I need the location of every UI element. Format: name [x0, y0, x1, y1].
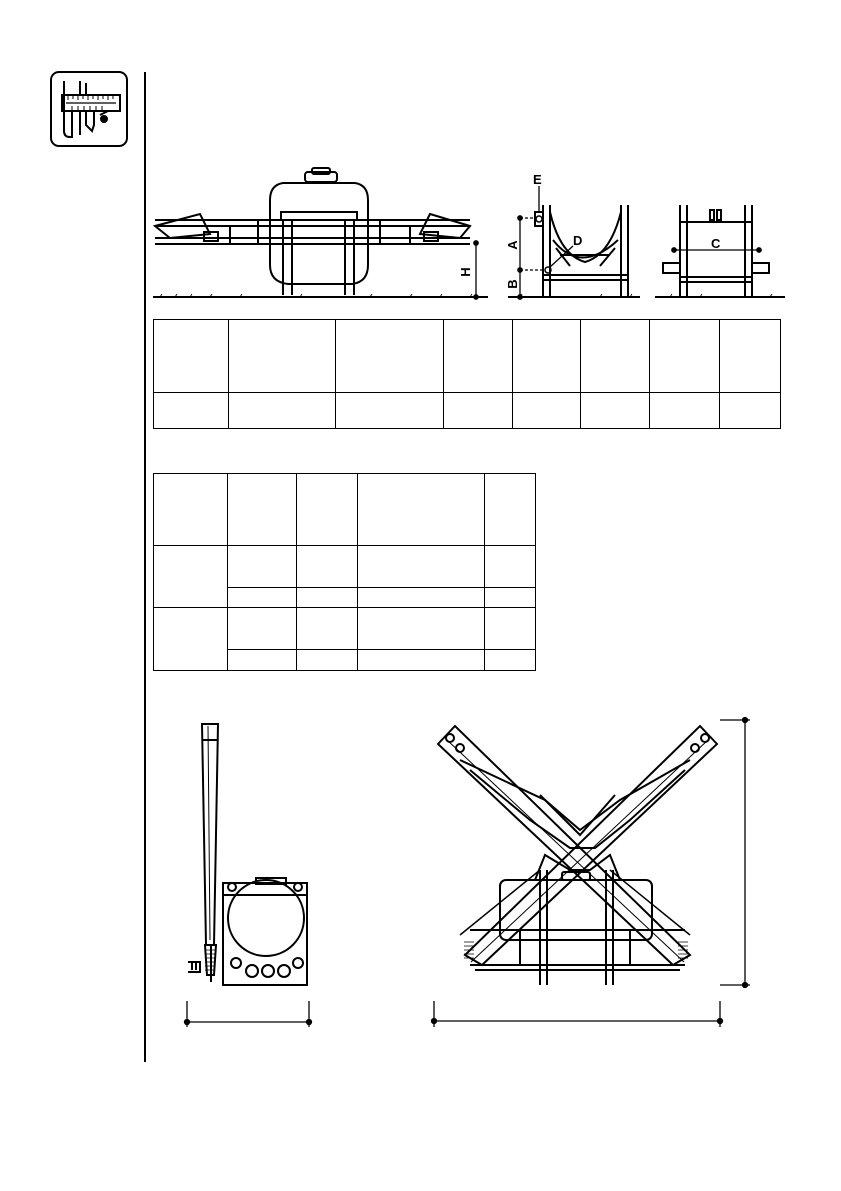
table-header-row	[154, 320, 781, 393]
dimension-b-label: B	[505, 279, 520, 289]
table-cell	[513, 320, 581, 393]
dimension-h-label: H	[458, 267, 473, 277]
table-row	[154, 393, 781, 429]
table-cell	[485, 650, 536, 671]
table-cell	[154, 608, 228, 671]
tank-front-view	[155, 168, 470, 295]
table-cell	[297, 546, 358, 588]
table-cell	[229, 320, 336, 393]
table-cell	[485, 474, 536, 546]
table-cell	[485, 608, 536, 650]
table-cell	[485, 588, 536, 608]
dimensions-table	[153, 319, 781, 429]
table-cell	[358, 608, 485, 650]
tank-side-view	[535, 205, 628, 297]
dimension-c-label: C	[711, 236, 721, 251]
table-cell	[485, 546, 536, 588]
table-cell	[154, 546, 228, 608]
dimension-h	[474, 241, 478, 299]
table-cell	[297, 474, 358, 546]
table-cell	[358, 650, 485, 671]
table-cell	[228, 650, 297, 671]
table-cell	[228, 474, 297, 546]
width-dimension-right	[432, 1001, 723, 1027]
table-cell	[336, 320, 444, 393]
boom-dimensions-table	[153, 473, 536, 671]
boom-folded-side-view	[188, 724, 307, 985]
table-cell	[581, 393, 650, 429]
table-cell	[358, 588, 485, 608]
table-cell	[358, 546, 485, 588]
point-e-marker	[536, 216, 542, 222]
table-cell	[228, 608, 297, 650]
height-dimension-right	[720, 718, 750, 988]
table-cell	[228, 588, 297, 608]
folded-boom-figure	[0, 680, 841, 1060]
dimension-a-label: A	[505, 240, 520, 250]
table-cell	[297, 588, 358, 608]
table-cell	[358, 474, 485, 546]
table-cell	[297, 650, 358, 671]
table-cell	[229, 393, 336, 429]
table-cell	[650, 393, 720, 429]
table-cell	[154, 320, 229, 393]
table-cell	[444, 393, 513, 429]
boom-folded-rear-view	[438, 726, 717, 985]
table-cell	[154, 474, 228, 546]
frame-rear-view	[663, 205, 769, 297]
sprayer-dimension-figure	[0, 0, 841, 320]
table-cell	[154, 393, 229, 429]
table-cell	[297, 608, 358, 650]
table-cell	[720, 320, 781, 393]
table-header-row	[154, 474, 536, 546]
table-cell	[513, 393, 581, 429]
dimension-ab	[518, 186, 573, 299]
table-row	[154, 546, 536, 588]
table-cell	[581, 320, 650, 393]
table-cell	[650, 320, 720, 393]
table-row	[154, 608, 536, 650]
table-cell	[444, 320, 513, 393]
table-cell	[228, 546, 297, 588]
width-dimension-left	[185, 1001, 312, 1027]
table-cell	[336, 393, 444, 429]
point-d-label: D	[573, 233, 583, 248]
point-e-label: E	[533, 172, 542, 187]
table-cell	[720, 393, 781, 429]
